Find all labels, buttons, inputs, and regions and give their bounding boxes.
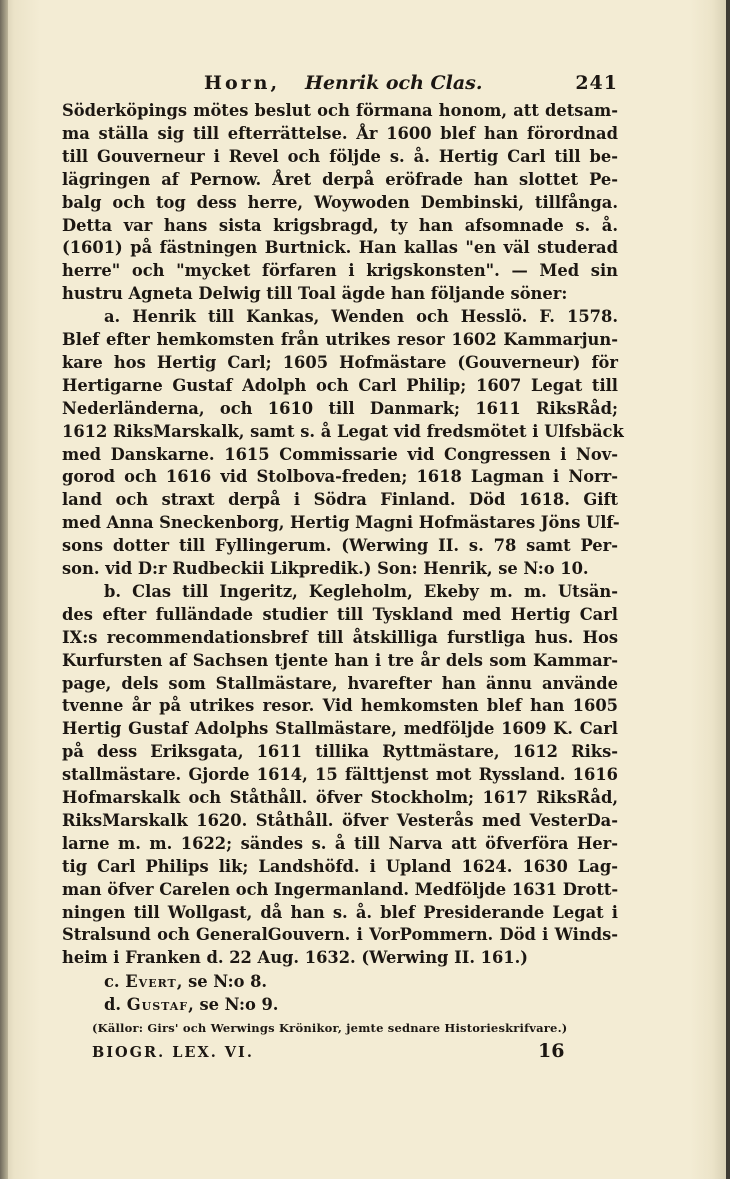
- son-reference: , se N:o 8.: [176, 972, 268, 992]
- son-name: Evert: [125, 972, 177, 992]
- page-edge-right: [726, 0, 730, 1179]
- text-line: ningen till Wollgast, då han s. å. blef Presiderande Legat i: [62, 902, 618, 922]
- text-line: heim i Franken d. 22 Aug. 1632. (Werwing II. 161.): [62, 948, 529, 968]
- text-line: hustru Agneta Delwig till Toal ägde han följande söner:: [62, 284, 568, 304]
- text-line: gorod och 1616 vid Stolbova-freden; 1618 Lagman i Norr-: [62, 467, 618, 487]
- sources-note: (Källor: Girs' och Werwings Krönikor, jemte sednare Historieskrifvare.): [92, 1021, 568, 1035]
- text-line: Hertig Gustaf Adolphs Stallmästare, medföljde 1609 K. Carl: [62, 719, 618, 739]
- running-header: [62, 68, 618, 98]
- text-line: page, dels som Stallmästare, hvarefter han ännu använde: [62, 673, 618, 693]
- text-line: man öfver Carelen och Ingermanland. Medföljde 1631 Drott-: [62, 879, 619, 899]
- text-line: RiksMarskalk 1620. Ståthåll. öfver Vesterås med VesterDa-: [62, 810, 618, 830]
- text-line: herre" och "mycket förfaren i krigskonsten". — Med sin: [62, 261, 618, 281]
- text-line: larne m. m. 1622; sändes s. å till Narva att öfverföra Her-: [62, 833, 618, 853]
- signature-mark: BIOGR. LEX. VI.: [92, 1044, 254, 1061]
- text-line: Blef efter hemkomsten från utrikes resor 1602 Kammarjun-: [62, 330, 618, 349]
- text-line: på dess Eriksgata, 1611 tillika Ryttmästare, 1612 Riks-: [62, 742, 618, 762]
- son-letter: d.: [104, 995, 122, 1015]
- text-line: lägringen af Pernow. Året derpå eröfrade han slottet Pe-: [62, 169, 618, 189]
- text-line: des efter fulländade studier till Tyskland med Hertig Carl: [62, 604, 618, 624]
- text-line: balg och tog dess herre, Woywoden Dembinski, tillfånga.: [62, 192, 618, 212]
- text-line: tvenne år på utrikes resor. Vid hemkomsten blef han 1605: [62, 696, 618, 716]
- page-number: 241: [575, 72, 618, 94]
- text-line: a. Henrik till Kankas, Wenden och Hesslö. F. 1578.: [104, 307, 618, 327]
- text-line: Detta var hans sista krigsbragd, ty han afsomnade s. å.: [62, 215, 618, 235]
- header-author: Horn,: [204, 72, 281, 94]
- son-letter: c.: [104, 972, 120, 992]
- text-line: Hertigarne Gustaf Adolph och Carl Philip; 1607 Legat till: [62, 375, 618, 395]
- text-line: Kurfursten af Sachsen tjente han i tre år dels som Kammar-: [62, 650, 618, 670]
- text-line: Hofmarskalk och Ståthåll. öfver Stockholm; 1617 RiksRåd,: [62, 788, 618, 807]
- text-line: kare hos Hertig Carl; 1605 Hofmästare (Gouverneur) för: [62, 352, 618, 372]
- text-line: med Anna Sneckenborg, Hertig Magni Hofmästares Jöns Ulf-: [62, 513, 620, 533]
- text-line: Nederländerna, och 1610 till Danmark; 1611 RiksRåd;: [62, 398, 618, 418]
- text-line: son. vid D:r Rudbeckii Likpredik.) Son: Henrik, se N:o 10.: [62, 559, 589, 578]
- son-reference: , se N:o 9.: [188, 995, 279, 1015]
- header-subject: Henrik och Clas.: [305, 72, 483, 94]
- text-line: ma ställa sig till efterrättelse. År 1600 blef han förordnad: [62, 123, 618, 143]
- text-line: (1601) på fästningen Burtnick. Han kallas "en väl studerad: [62, 238, 618, 258]
- text-line: sons dotter till Fyllingerum. (Werwing II. s. 78 samt Per-: [62, 536, 618, 556]
- text-line: till Gouverneur i Revel och följde s. å. Hertig Carl till be-: [62, 146, 618, 166]
- text-line: Söderköpings mötes beslut och förmana honom, att detsam-: [62, 101, 618, 120]
- text-line: stallmästare. Gjorde 1614, 15 fälttjenst mot Ryssland. 1616: [62, 765, 618, 785]
- text-line: IX:s recommendationsbref till åtskilliga furstliga hus. Hos: [62, 627, 618, 647]
- text-line: med Danskarne. 1615 Commissarie vid Congressen i Nov-: [62, 444, 618, 464]
- son-name: Gustaf: [126, 995, 189, 1015]
- text-line: Stralsund och GeneralGouvern. i VorPommern. Död i Winds-: [62, 925, 618, 945]
- text-line: b. Clas till Ingeritz, Kegleholm, Ekeby m. m. Utsän-: [104, 581, 618, 601]
- son-entry: [104, 971, 504, 993]
- text-line: tig Carl Philips lik; Landshöfd. i Upland 1624. 1630 Lag-: [62, 856, 618, 876]
- page-edge-left: [0, 0, 8, 1179]
- text-line: 1612 RiksMarskalk, samt s. å Legat vid fredsmötet i Ulfsbäck: [62, 421, 624, 441]
- son-entry: [104, 994, 504, 1016]
- text-line: land och straxt derpå i Södra Finland. Död 1618. Gift: [62, 490, 618, 510]
- sheet-number: 16: [538, 1040, 565, 1062]
